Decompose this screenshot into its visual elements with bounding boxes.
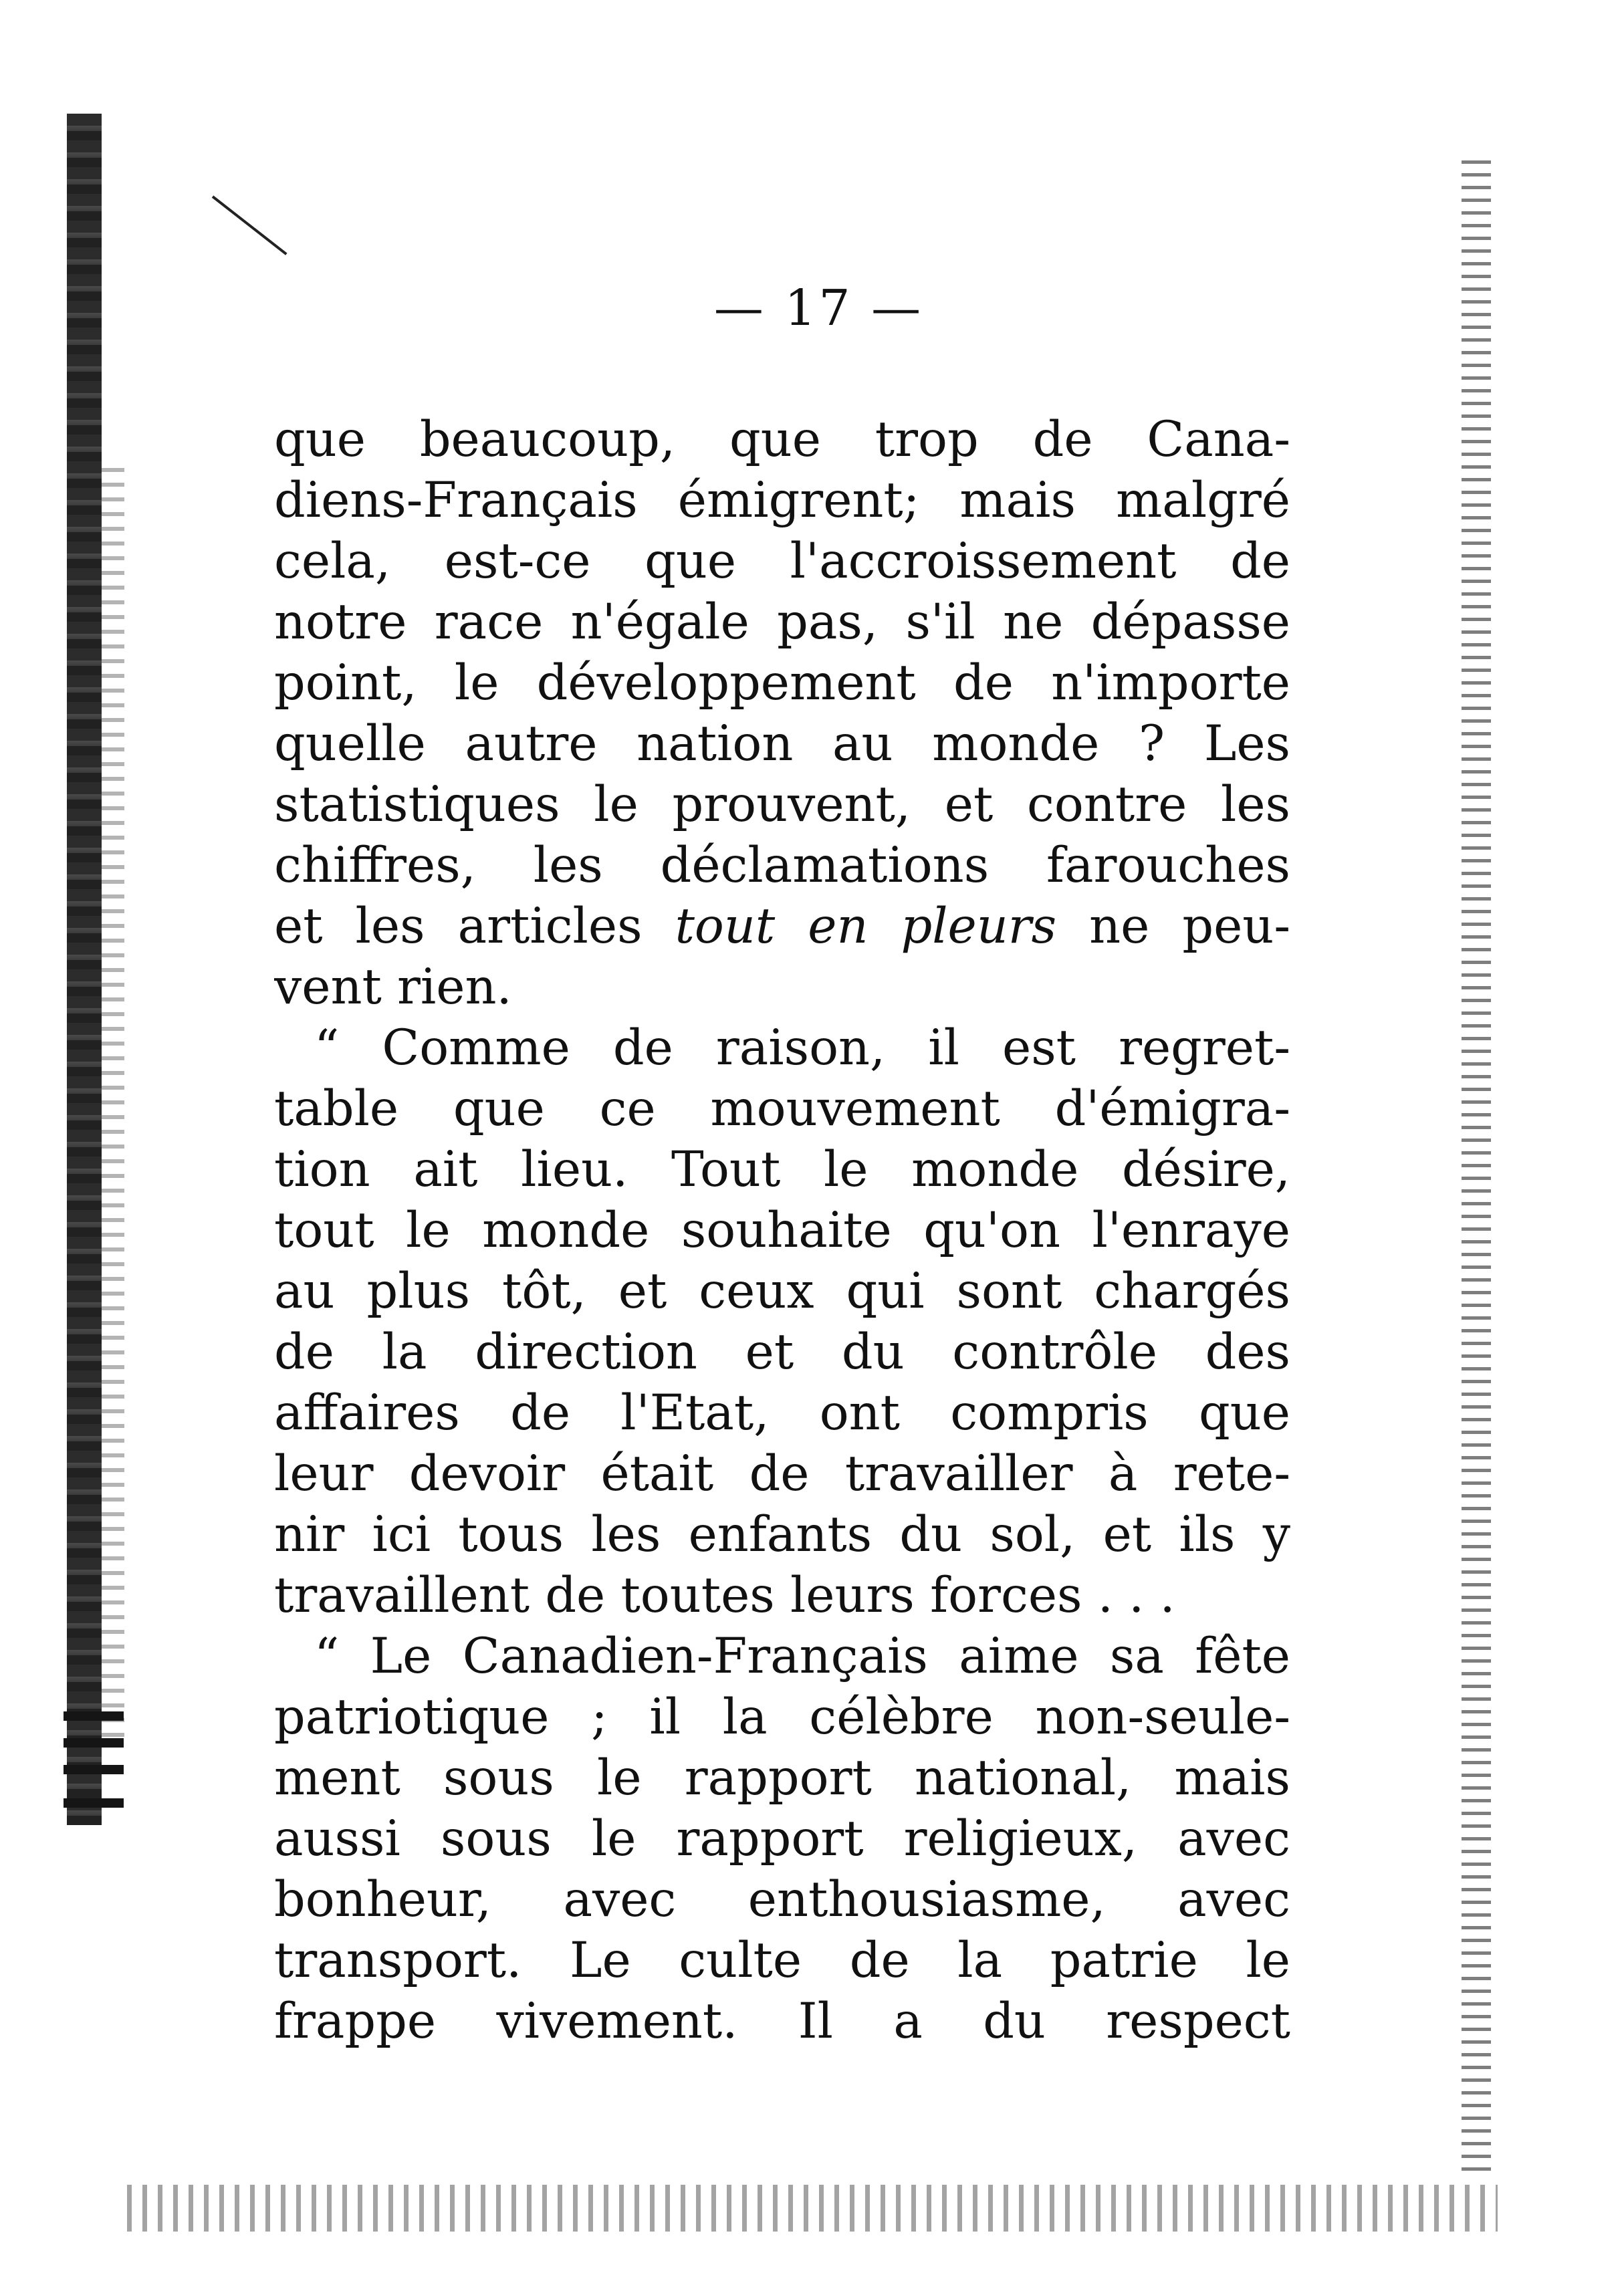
binding-mark	[64, 1738, 124, 1748]
text-line: chiffres, les déclamations farouches	[274, 837, 1290, 894]
body-text	[274, 409, 1290, 2052]
text-line: “ Comme de raison, il est regret-	[314, 1020, 1290, 1076]
text-line: notre race n'égale pas, s'il ne dépasse	[274, 594, 1290, 650]
text-line: tion ait lieu. Tout le monde désire,	[274, 1141, 1290, 1198]
text-line: affaires de l'Etat, ont compris que	[274, 1385, 1290, 1441]
italic-phrase: tout en pleurs	[675, 898, 1057, 955]
text-line: ment sous le rapport national, mais	[274, 1750, 1290, 1806]
text-line: cela, est-ce que l'accroissement de	[274, 533, 1290, 590]
right-edge-speckle	[1462, 160, 1491, 2173]
text-line: au plus tôt, et ceux qui sont chargés	[274, 1263, 1290, 1320]
binding-mark	[64, 1711, 124, 1721]
bottom-edge-speckle	[127, 2185, 1498, 2232]
text-line: quelle autre nation au monde ? Les	[274, 715, 1290, 772]
text-line: aussi sous le rapport religieux, avec	[274, 1810, 1290, 1867]
text-line: point, le développement de n'importe	[274, 654, 1290, 711]
text-segment: ne peu-	[1056, 898, 1290, 955]
text-line	[274, 896, 1290, 957]
binding-edge-speckle	[102, 468, 124, 1738]
text-line: vent rien.	[274, 959, 512, 1015]
text-line: que beaucoup, que trop de Cana-	[274, 411, 1290, 468]
text-line: bonheur, avec enthousiasme, avec	[274, 1871, 1290, 1928]
ink-stroke	[212, 195, 287, 255]
text-segment: et les articles	[274, 898, 675, 955]
binding-edge-shadow	[67, 114, 102, 1825]
text-line: de la direction et du contrôle des	[274, 1324, 1290, 1381]
text-line: patriotique ; il la célèbre non-seule-	[274, 1689, 1290, 1746]
binding-mark	[64, 1798, 124, 1808]
text-line: table que ce mouvement d'émigra-	[274, 1080, 1290, 1137]
text-line: travaillent de toutes leurs forces . . .	[274, 1567, 1175, 1624]
text-line: nir ici tous les enfants du sol, et ils y	[274, 1506, 1290, 1563]
text-line: diens-Français émigrent; mais malgré	[274, 472, 1290, 529]
text-line: frappe vivement. Il a du respect	[274, 1993, 1290, 2050]
text-line: leur devoir était de travailler à rete-	[274, 1445, 1290, 1502]
text-line: statistiques le prouvent, et contre les	[274, 776, 1290, 833]
text-line: transport. Le culte de la patrie le	[274, 1932, 1290, 1989]
binding-mark	[64, 1765, 124, 1774]
text-line: tout le monde souhaite qu'on l'enraye	[274, 1202, 1290, 1259]
page-number: — 17 —	[713, 279, 924, 337]
text-line: “ Le Canadien-Français aime sa fête	[314, 1628, 1290, 1685]
